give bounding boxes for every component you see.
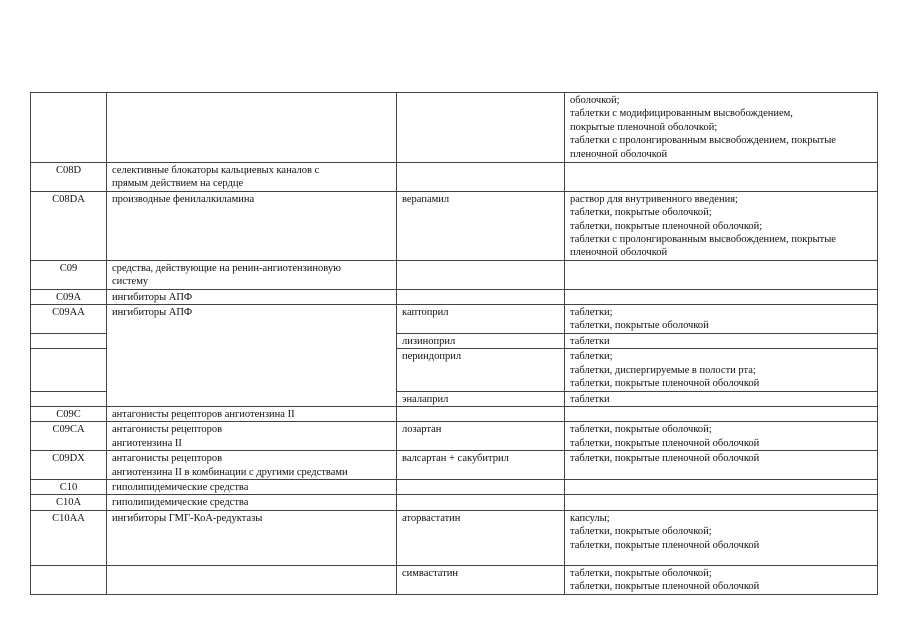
forms-cell (565, 510, 878, 565)
cell-text-line: пленочной оболочкой (570, 247, 668, 259)
group-cell: ингибиторы ГМГ-КоА-редуктазы (107, 510, 397, 565)
atc-code-cell: C09CA (31, 422, 107, 451)
table-row (31, 495, 878, 510)
drug-cell (397, 163, 565, 192)
cell-text-line: таблетки с модифицированным высвобождением, (570, 108, 793, 120)
group-cell (107, 422, 397, 451)
group-cell (107, 260, 397, 289)
atc-code-cell (31, 333, 107, 348)
cell-text-line: ангиотензина II (112, 437, 182, 449)
cell-text-line: покрытые пленочной оболочкой; (570, 121, 718, 133)
table-row (31, 565, 878, 594)
cell-text-line: оболочкой; (570, 95, 620, 106)
drug-cell: верапамил (397, 191, 565, 260)
cell-text-line: таблетки (570, 393, 610, 405)
drug-cell (397, 495, 565, 510)
atc-code-cell (31, 93, 107, 163)
forms-cell (565, 289, 878, 304)
group-cell: антагонисты рецепторов ангиотензина II (107, 406, 397, 421)
table-row (31, 406, 878, 421)
atc-code-cell (31, 565, 107, 594)
cell-text-line: таблетки с пролонгированным высвобождением, покрытые (570, 135, 836, 147)
atc-code-cell: C08D (31, 163, 107, 192)
atc-code-cell: C09DX (31, 451, 107, 480)
table-row (31, 260, 878, 289)
drug-cell: лизиноприл (397, 333, 565, 348)
table-row (31, 191, 878, 260)
group-cell: гиполипидемические средства (107, 495, 397, 510)
atc-code-cell: C09AA (31, 305, 107, 334)
cell-text-line: таблетки, покрытые пленочной оболочкой (570, 437, 760, 449)
table-row (31, 510, 878, 565)
cell-text-line: капсулы; (570, 512, 610, 524)
table-row (31, 305, 878, 334)
forms-cell (565, 391, 878, 406)
cell-text-line: таблетки (570, 335, 610, 347)
forms-cell (565, 305, 878, 334)
drug-table (30, 92, 878, 595)
drug-cell (397, 93, 565, 163)
cell-text-line: антагонисты рецепторов (112, 453, 223, 465)
drug-cell: симвастатин (397, 565, 565, 594)
forms-cell (565, 422, 878, 451)
atc-code-cell: C09 (31, 260, 107, 289)
forms-cell (565, 451, 878, 480)
table-row (31, 479, 878, 494)
cell-text-line: селективные блокаторы кальциевых каналов с (112, 165, 320, 176)
atc-code-cell: C10A (31, 495, 107, 510)
cell-text-line: средства, действующие на ренин-ангиотензиновую (112, 262, 341, 274)
cell-text-line: таблетки, покрытые оболочкой; (570, 424, 712, 436)
group-cell: ингибиторы АПФ (107, 305, 397, 407)
forms-cell (565, 191, 878, 260)
forms-cell (565, 565, 878, 594)
drug-cell: аторвастатин (397, 510, 565, 565)
forms-cell (565, 406, 878, 421)
atc-code-cell: C10AA (31, 510, 107, 565)
atc-code-cell (31, 349, 107, 391)
forms-cell (565, 333, 878, 348)
drug-cell (397, 289, 565, 304)
cell-text-line: таблетки; (570, 307, 613, 319)
cell-text-line: таблетки с пролонгированным высвобождением, покрытые (570, 234, 836, 246)
cell-text-line: ангиотензина II в комбинации с другими средствами (112, 466, 348, 478)
table-row (31, 93, 878, 163)
drug-cell (397, 406, 565, 421)
forms-cell (565, 260, 878, 289)
cell-text-line: антагонисты рецепторов (112, 424, 223, 436)
atc-code-cell: C09C (31, 406, 107, 421)
group-cell (107, 93, 397, 163)
cell-text-line: таблетки, покрытые оболочкой; (570, 207, 712, 219)
cell-text-line: раствор для внутривенного введения; (570, 193, 738, 205)
table-row (31, 451, 878, 480)
group-cell: гиполипидемические средства (107, 479, 397, 494)
forms-cell (565, 163, 878, 192)
cell-text-line: таблетки, диспергируемые в полости рта; (570, 364, 756, 376)
atc-code-cell: C08DA (31, 191, 107, 260)
cell-text-line: таблетки, покрытые оболочкой; (570, 567, 712, 579)
atc-code-cell (31, 391, 107, 406)
drug-cell (397, 479, 565, 494)
cell-text-line: таблетки, покрытые пленочной оболочкой; (570, 220, 763, 232)
forms-cell (565, 349, 878, 391)
drug-cell: лозартан (397, 422, 565, 451)
drug-cell: каптоприл (397, 305, 565, 334)
drug-cell: валсартан + сакубитрил (397, 451, 565, 480)
atc-code-cell: C09A (31, 289, 107, 304)
cell-text-line: пленочной оболочкой (570, 148, 668, 160)
table-row (31, 289, 878, 304)
cell-text-line: таблетки, покрытые оболочкой; (570, 526, 712, 538)
drug-cell: периндоприл (397, 349, 565, 391)
cell-text-line: таблетки, покрытые оболочкой (570, 320, 709, 332)
drug-cell (397, 260, 565, 289)
cell-text-line: таблетки, покрытые пленочной оболочкой (570, 581, 760, 593)
atc-code-cell: C10 (31, 479, 107, 494)
cell-text-line: производные фенилалкиламина (112, 193, 255, 205)
table-row (31, 163, 878, 192)
table-row (31, 422, 878, 451)
group-cell (107, 191, 397, 260)
cell-text-line: таблетки, покрытые пленочной оболочкой (570, 539, 760, 551)
drug-cell: эналаприл (397, 391, 565, 406)
group-cell: ингибиторы АПФ (107, 289, 397, 304)
group-cell (107, 565, 397, 594)
forms-cell (565, 93, 878, 163)
forms-cell (565, 479, 878, 494)
cell-text-line: прямым действием на сердце (112, 178, 244, 190)
cell-text-line: таблетки; (570, 351, 613, 363)
cell-text-line: таблетки, покрытые пленочной оболочкой (570, 453, 760, 465)
cell-text-line: систему (112, 276, 149, 288)
cell-text-line: таблетки, покрытые пленочной оболочкой (570, 378, 760, 390)
group-cell (107, 163, 397, 192)
forms-cell (565, 495, 878, 510)
group-cell (107, 451, 397, 480)
